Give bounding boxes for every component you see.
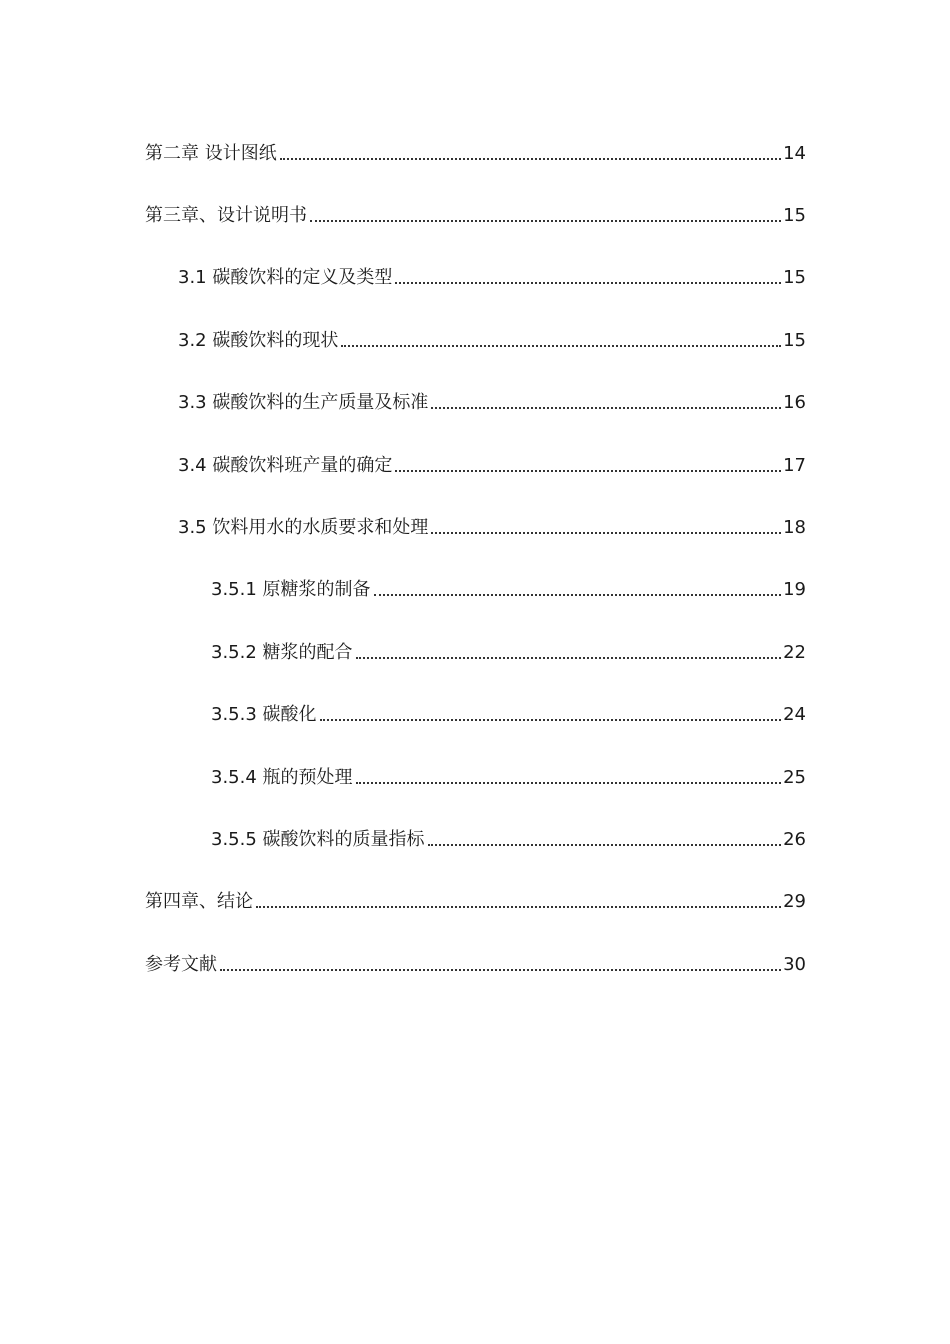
toc-dot-leader <box>395 282 781 284</box>
toc-entry-page: 15 <box>783 330 806 351</box>
toc-entry-page: 26 <box>783 829 806 850</box>
toc-dot-leader <box>374 594 782 596</box>
toc-entry-3-5-5[interactable] <box>211 821 806 851</box>
toc-entry-title: 3.5.4 瓶的预处理 <box>211 767 353 788</box>
toc-dot-leader <box>431 407 781 409</box>
toc-entry-title: 第四章、结论 <box>145 891 253 912</box>
toc-entry-3-2[interactable] <box>178 322 806 352</box>
toc-entry-3-5-4[interactable] <box>211 759 806 789</box>
toc-entry-3-3[interactable] <box>178 384 806 414</box>
toc-dot-leader <box>431 532 781 534</box>
toc-entry-3-5[interactable] <box>178 509 806 539</box>
toc-entry-title: 参考文献 <box>145 954 217 975</box>
toc-entry-title: 3.5.5 碳酸饮料的质量指标 <box>211 829 425 850</box>
toc-entry-3-5-1[interactable] <box>211 571 806 601</box>
toc-entry-chapter-2[interactable] <box>145 135 806 165</box>
toc-entry-title: 3.1 碳酸饮料的定义及类型 <box>178 267 393 288</box>
toc-entry-3-4[interactable] <box>178 447 806 477</box>
toc-entry-page: 30 <box>783 954 806 975</box>
toc-entry-chapter-4[interactable] <box>145 883 806 913</box>
toc-entry-title: 第二章 设计图纸 <box>145 143 277 164</box>
toc-dot-leader <box>320 719 782 721</box>
toc-dot-leader <box>356 657 782 659</box>
toc-entry-3-5-3[interactable] <box>211 696 806 726</box>
toc-entry-page: 29 <box>783 891 806 912</box>
toc-entry-3-5-2[interactable] <box>211 634 806 664</box>
toc-dot-leader <box>256 906 781 908</box>
toc-entry-page: 22 <box>783 642 806 663</box>
toc-dot-leader <box>280 158 781 160</box>
toc-entry-title: 3.2 碳酸饮料的现状 <box>178 330 339 351</box>
toc-entry-page: 19 <box>783 579 806 600</box>
toc-entry-page: 24 <box>783 704 806 725</box>
toc-entry-title: 3.5.2 糖浆的配合 <box>211 642 353 663</box>
toc-dot-leader <box>395 470 781 472</box>
toc-dot-leader <box>341 345 781 347</box>
toc-entry-title: 第三章、设计说明书 <box>145 205 307 226</box>
toc-entry-title: 3.5 饮料用水的水质要求和处理 <box>178 517 429 538</box>
toc-entry-page: 15 <box>783 267 806 288</box>
toc-entry-3-1[interactable] <box>178 259 806 289</box>
toc-entry-title: 3.3 碳酸饮料的生产质量及标准 <box>178 392 429 413</box>
toc-dot-leader <box>310 220 781 222</box>
toc-entry-title: 3.4 碳酸饮料班产量的确定 <box>178 455 393 476</box>
toc-entry-title: 3.5.1 原糖浆的制备 <box>211 579 371 600</box>
toc-entry-page: 15 <box>783 205 806 226</box>
toc-entry-references[interactable] <box>145 946 806 976</box>
toc-entry-page: 25 <box>783 767 806 788</box>
toc-dot-leader <box>220 969 781 971</box>
toc-entry-title: 3.5.3 碳酸化 <box>211 704 317 725</box>
toc-entry-chapter-3[interactable] <box>145 197 806 227</box>
toc-dot-leader <box>356 782 782 784</box>
toc-dot-leader <box>428 844 782 846</box>
toc-entry-page: 18 <box>783 517 806 538</box>
toc-entry-page: 17 <box>783 455 806 476</box>
toc-entry-page: 14 <box>783 143 806 164</box>
toc-entry-page: 16 <box>783 392 806 413</box>
